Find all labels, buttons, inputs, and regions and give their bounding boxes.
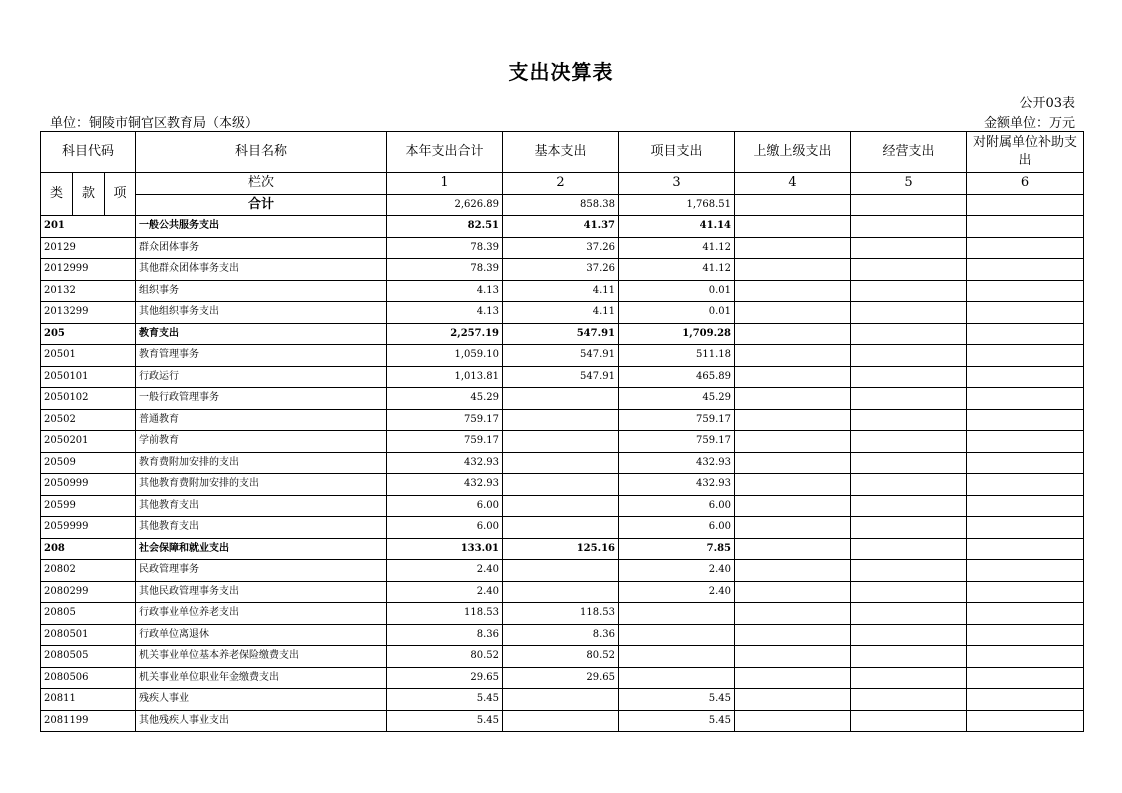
row-total: 432.93 <box>387 452 503 474</box>
seq-6: 6 <box>967 173 1084 195</box>
row-upper <box>735 689 851 711</box>
table-row <box>41 667 1084 689</box>
row-basic: 8.36 <box>503 624 619 646</box>
row-business <box>851 689 967 711</box>
row-code: 2080299 <box>41 581 136 603</box>
row-basic: 547.91 <box>503 345 619 367</box>
row-total: 432.93 <box>387 474 503 496</box>
row-code: 2080506 <box>41 667 136 689</box>
row-upper <box>735 560 851 582</box>
total-project: 1,768.51 <box>619 194 735 216</box>
row-basic: 37.26 <box>503 259 619 281</box>
row-code: 20501 <box>41 345 136 367</box>
row-business <box>851 667 967 689</box>
row-code: 2050999 <box>41 474 136 496</box>
header-basic: 基本支出 <box>503 132 619 173</box>
row-name: 一般公共服务支出 <box>136 216 387 238</box>
row-subsidy <box>967 452 1084 474</box>
header-lei: 类 <box>41 173 73 216</box>
row-name: 普通教育 <box>136 409 387 431</box>
row-name: 其他教育费附加安排的支出 <box>136 474 387 496</box>
row-basic: 37.26 <box>503 237 619 259</box>
row-code: 2059999 <box>41 517 136 539</box>
row-subsidy <box>967 710 1084 732</box>
row-subsidy <box>967 667 1084 689</box>
total-label: 合计 <box>136 194 387 216</box>
row-code: 205 <box>41 323 136 345</box>
row-subsidy <box>967 474 1084 496</box>
total-business <box>851 194 967 216</box>
row-basic <box>503 517 619 539</box>
row-subsidy <box>967 646 1084 668</box>
row-code: 2012999 <box>41 259 136 281</box>
row-project: 2.40 <box>619 581 735 603</box>
row-basic <box>503 474 619 496</box>
row-name: 组织事务 <box>136 280 387 302</box>
row-business <box>851 323 967 345</box>
row-subsidy <box>967 538 1084 560</box>
table-row <box>41 388 1084 410</box>
row-total: 78.39 <box>387 259 503 281</box>
row-project: 6.00 <box>619 495 735 517</box>
row-subsidy <box>967 581 1084 603</box>
header-name: 科目名称 <box>136 132 387 173</box>
row-project: 759.17 <box>619 431 735 453</box>
row-name: 学前教育 <box>136 431 387 453</box>
table-row <box>41 517 1084 539</box>
row-subsidy <box>967 388 1084 410</box>
row-upper <box>735 710 851 732</box>
row-code: 208 <box>41 538 136 560</box>
row-subsidy <box>967 216 1084 238</box>
unit-label: 单位：铜陵市铜官区教育局（本级） <box>50 116 259 131</box>
row-code: 20132 <box>41 280 136 302</box>
row-subsidy <box>967 495 1084 517</box>
row-project: 45.29 <box>619 388 735 410</box>
row-total: 759.17 <box>387 409 503 431</box>
row-name: 行政单位离退休 <box>136 624 387 646</box>
row-project: 432.93 <box>619 452 735 474</box>
seq-1: 1 <box>387 173 503 195</box>
row-code: 20509 <box>41 452 136 474</box>
row-name: 其他教育支出 <box>136 495 387 517</box>
column-seq-row <box>41 173 1084 195</box>
table-row <box>41 259 1084 281</box>
row-total: 4.13 <box>387 302 503 324</box>
row-basic <box>503 388 619 410</box>
row-business <box>851 431 967 453</box>
row-name: 一般行政管理事务 <box>136 388 387 410</box>
row-code: 2080505 <box>41 646 136 668</box>
row-subsidy <box>967 280 1084 302</box>
row-code: 2080501 <box>41 624 136 646</box>
row-project <box>619 667 735 689</box>
row-subsidy <box>967 560 1084 582</box>
row-total: 2.40 <box>387 560 503 582</box>
row-subsidy <box>967 517 1084 539</box>
header-code: 科目代码 <box>41 132 136 173</box>
header-xiang: 项 <box>105 173 136 216</box>
table-row <box>41 216 1084 238</box>
row-basic: 125.16 <box>503 538 619 560</box>
row-name: 残疾人事业 <box>136 689 387 711</box>
row-upper <box>735 216 851 238</box>
row-basic <box>503 452 619 474</box>
seq-2: 2 <box>503 173 619 195</box>
total-basic: 858.38 <box>503 194 619 216</box>
table-row <box>41 474 1084 496</box>
row-upper <box>735 603 851 625</box>
header-upper: 上缴上级支出 <box>735 132 851 173</box>
row-project: 0.01 <box>619 280 735 302</box>
row-project <box>619 646 735 668</box>
row-name: 其他群众团体事务支出 <box>136 259 387 281</box>
row-total: 29.65 <box>387 667 503 689</box>
row-total: 133.01 <box>387 538 503 560</box>
row-business <box>851 452 967 474</box>
table-row <box>41 710 1084 732</box>
row-project: 465.89 <box>619 366 735 388</box>
row-project: 2.40 <box>619 560 735 582</box>
row-project <box>619 603 735 625</box>
form-number: 公开03表 <box>1019 96 1075 111</box>
row-total: 2.40 <box>387 581 503 603</box>
row-name: 社会保障和就业支出 <box>136 538 387 560</box>
row-project: 511.18 <box>619 345 735 367</box>
row-total: 2,257.19 <box>387 323 503 345</box>
row-business <box>851 345 967 367</box>
seq-4: 4 <box>735 173 851 195</box>
row-code: 20502 <box>41 409 136 431</box>
row-upper <box>735 366 851 388</box>
row-subsidy <box>967 431 1084 453</box>
row-name: 民政管理事务 <box>136 560 387 582</box>
seq-5: 5 <box>851 173 967 195</box>
header-project: 项目支出 <box>619 132 735 173</box>
row-total: 1,059.10 <box>387 345 503 367</box>
row-business <box>851 581 967 603</box>
row-upper <box>735 538 851 560</box>
row-total: 8.36 <box>387 624 503 646</box>
row-code: 20811 <box>41 689 136 711</box>
row-project: 432.93 <box>619 474 735 496</box>
row-code: 20805 <box>41 603 136 625</box>
row-subsidy <box>967 689 1084 711</box>
row-upper <box>735 323 851 345</box>
row-project: 41.14 <box>619 216 735 238</box>
row-upper <box>735 667 851 689</box>
expenditure-table <box>40 131 1084 732</box>
table-row <box>41 538 1084 560</box>
row-name: 机关事业单位基本养老保险缴费支出 <box>136 646 387 668</box>
row-name: 其他教育支出 <box>136 517 387 539</box>
row-business <box>851 603 967 625</box>
row-subsidy <box>967 302 1084 324</box>
row-business <box>851 409 967 431</box>
row-upper <box>735 646 851 668</box>
row-project: 5.45 <box>619 710 735 732</box>
table-row <box>41 581 1084 603</box>
row-name: 行政事业单位养老支出 <box>136 603 387 625</box>
row-business <box>851 280 967 302</box>
row-project: 41.12 <box>619 259 735 281</box>
row-total: 45.29 <box>387 388 503 410</box>
row-total: 6.00 <box>387 517 503 539</box>
row-upper <box>735 280 851 302</box>
row-project: 6.00 <box>619 517 735 539</box>
row-total: 6.00 <box>387 495 503 517</box>
row-name: 机关事业单位职业年金缴费支出 <box>136 667 387 689</box>
header-column-seq: 栏次 <box>136 173 387 195</box>
row-business <box>851 237 967 259</box>
row-project: 7.85 <box>619 538 735 560</box>
total-row <box>41 194 1084 216</box>
row-basic <box>503 495 619 517</box>
row-code: 20599 <box>41 495 136 517</box>
row-name: 教育管理事务 <box>136 345 387 367</box>
row-subsidy <box>967 259 1084 281</box>
row-business <box>851 538 967 560</box>
row-upper <box>735 624 851 646</box>
row-name: 群众团体事务 <box>136 237 387 259</box>
row-business <box>851 366 967 388</box>
table-row <box>41 237 1084 259</box>
row-upper <box>735 302 851 324</box>
table-row <box>41 409 1084 431</box>
row-subsidy <box>967 366 1084 388</box>
row-project: 759.17 <box>619 409 735 431</box>
row-basic: 547.91 <box>503 366 619 388</box>
row-total: 4.13 <box>387 280 503 302</box>
row-basic <box>503 710 619 732</box>
row-subsidy <box>967 603 1084 625</box>
row-total: 5.45 <box>387 689 503 711</box>
row-basic: 4.11 <box>503 280 619 302</box>
total-total: 2,626.89 <box>387 194 503 216</box>
row-upper <box>735 345 851 367</box>
row-total: 1,013.81 <box>387 366 503 388</box>
row-upper <box>735 452 851 474</box>
table-row <box>41 366 1084 388</box>
row-code: 20129 <box>41 237 136 259</box>
row-business <box>851 302 967 324</box>
row-total: 118.53 <box>387 603 503 625</box>
table-row <box>41 560 1084 582</box>
row-business <box>851 560 967 582</box>
row-name: 行政运行 <box>136 366 387 388</box>
table-row <box>41 603 1084 625</box>
row-name: 其他残疾人事业支出 <box>136 710 387 732</box>
row-basic: 29.65 <box>503 667 619 689</box>
row-basic <box>503 581 619 603</box>
row-upper <box>735 409 851 431</box>
row-basic: 118.53 <box>503 603 619 625</box>
row-basic: 4.11 <box>503 302 619 324</box>
row-business <box>851 259 967 281</box>
seq-3: 3 <box>619 173 735 195</box>
row-basic: 80.52 <box>503 646 619 668</box>
row-business <box>851 517 967 539</box>
total-subsidy <box>967 194 1084 216</box>
header-kuan: 款 <box>73 173 105 216</box>
row-subsidy <box>967 624 1084 646</box>
money-unit-label: 金额单位：万元 <box>983 116 1075 131</box>
row-subsidy <box>967 345 1084 367</box>
table-row <box>41 302 1084 324</box>
row-total: 82.51 <box>387 216 503 238</box>
row-project <box>619 624 735 646</box>
row-name: 教育费附加安排的支出 <box>136 452 387 474</box>
row-code: 2050201 <box>41 431 136 453</box>
row-basic <box>503 409 619 431</box>
header-row <box>41 132 1084 173</box>
table-row <box>41 280 1084 302</box>
row-basic <box>503 560 619 582</box>
row-code: 2013299 <box>41 302 136 324</box>
row-business <box>851 216 967 238</box>
table-row <box>41 689 1084 711</box>
row-upper <box>735 495 851 517</box>
row-code: 2050102 <box>41 388 136 410</box>
row-business <box>851 710 967 732</box>
row-upper <box>735 581 851 603</box>
table-row <box>41 323 1084 345</box>
row-name: 教育支出 <box>136 323 387 345</box>
row-upper <box>735 431 851 453</box>
row-code: 2081199 <box>41 710 136 732</box>
table-row <box>41 431 1084 453</box>
row-upper <box>735 237 851 259</box>
row-code: 201 <box>41 216 136 238</box>
row-basic: 547.91 <box>503 323 619 345</box>
row-basic <box>503 431 619 453</box>
row-upper <box>735 259 851 281</box>
row-name: 其他组织事务支出 <box>136 302 387 324</box>
row-basic: 41.37 <box>503 216 619 238</box>
row-business <box>851 495 967 517</box>
table-row <box>41 345 1084 367</box>
row-project: 41.12 <box>619 237 735 259</box>
row-project: 1,709.28 <box>619 323 735 345</box>
row-business <box>851 624 967 646</box>
header-business: 经营支出 <box>851 132 967 173</box>
row-business <box>851 646 967 668</box>
row-subsidy <box>967 237 1084 259</box>
row-code: 2050101 <box>41 366 136 388</box>
header-subsidy: 对附属单位补助支出 <box>967 132 1084 173</box>
row-basic <box>503 689 619 711</box>
row-name: 其他民政管理事务支出 <box>136 581 387 603</box>
row-code: 20802 <box>41 560 136 582</box>
row-project: 0.01 <box>619 302 735 324</box>
row-total: 78.39 <box>387 237 503 259</box>
total-upper <box>735 194 851 216</box>
row-total: 759.17 <box>387 431 503 453</box>
page-title: 支出决算表 <box>508 60 614 84</box>
table-row <box>41 495 1084 517</box>
table-row <box>41 646 1084 668</box>
row-subsidy <box>967 409 1084 431</box>
row-upper <box>735 517 851 539</box>
table-row <box>41 452 1084 474</box>
row-subsidy <box>967 323 1084 345</box>
row-upper <box>735 388 851 410</box>
row-project: 5.45 <box>619 689 735 711</box>
row-total: 5.45 <box>387 710 503 732</box>
row-upper <box>735 474 851 496</box>
row-business <box>851 474 967 496</box>
header-total: 本年支出合计 <box>387 132 503 173</box>
row-total: 80.52 <box>387 646 503 668</box>
table-row <box>41 624 1084 646</box>
row-business <box>851 388 967 410</box>
